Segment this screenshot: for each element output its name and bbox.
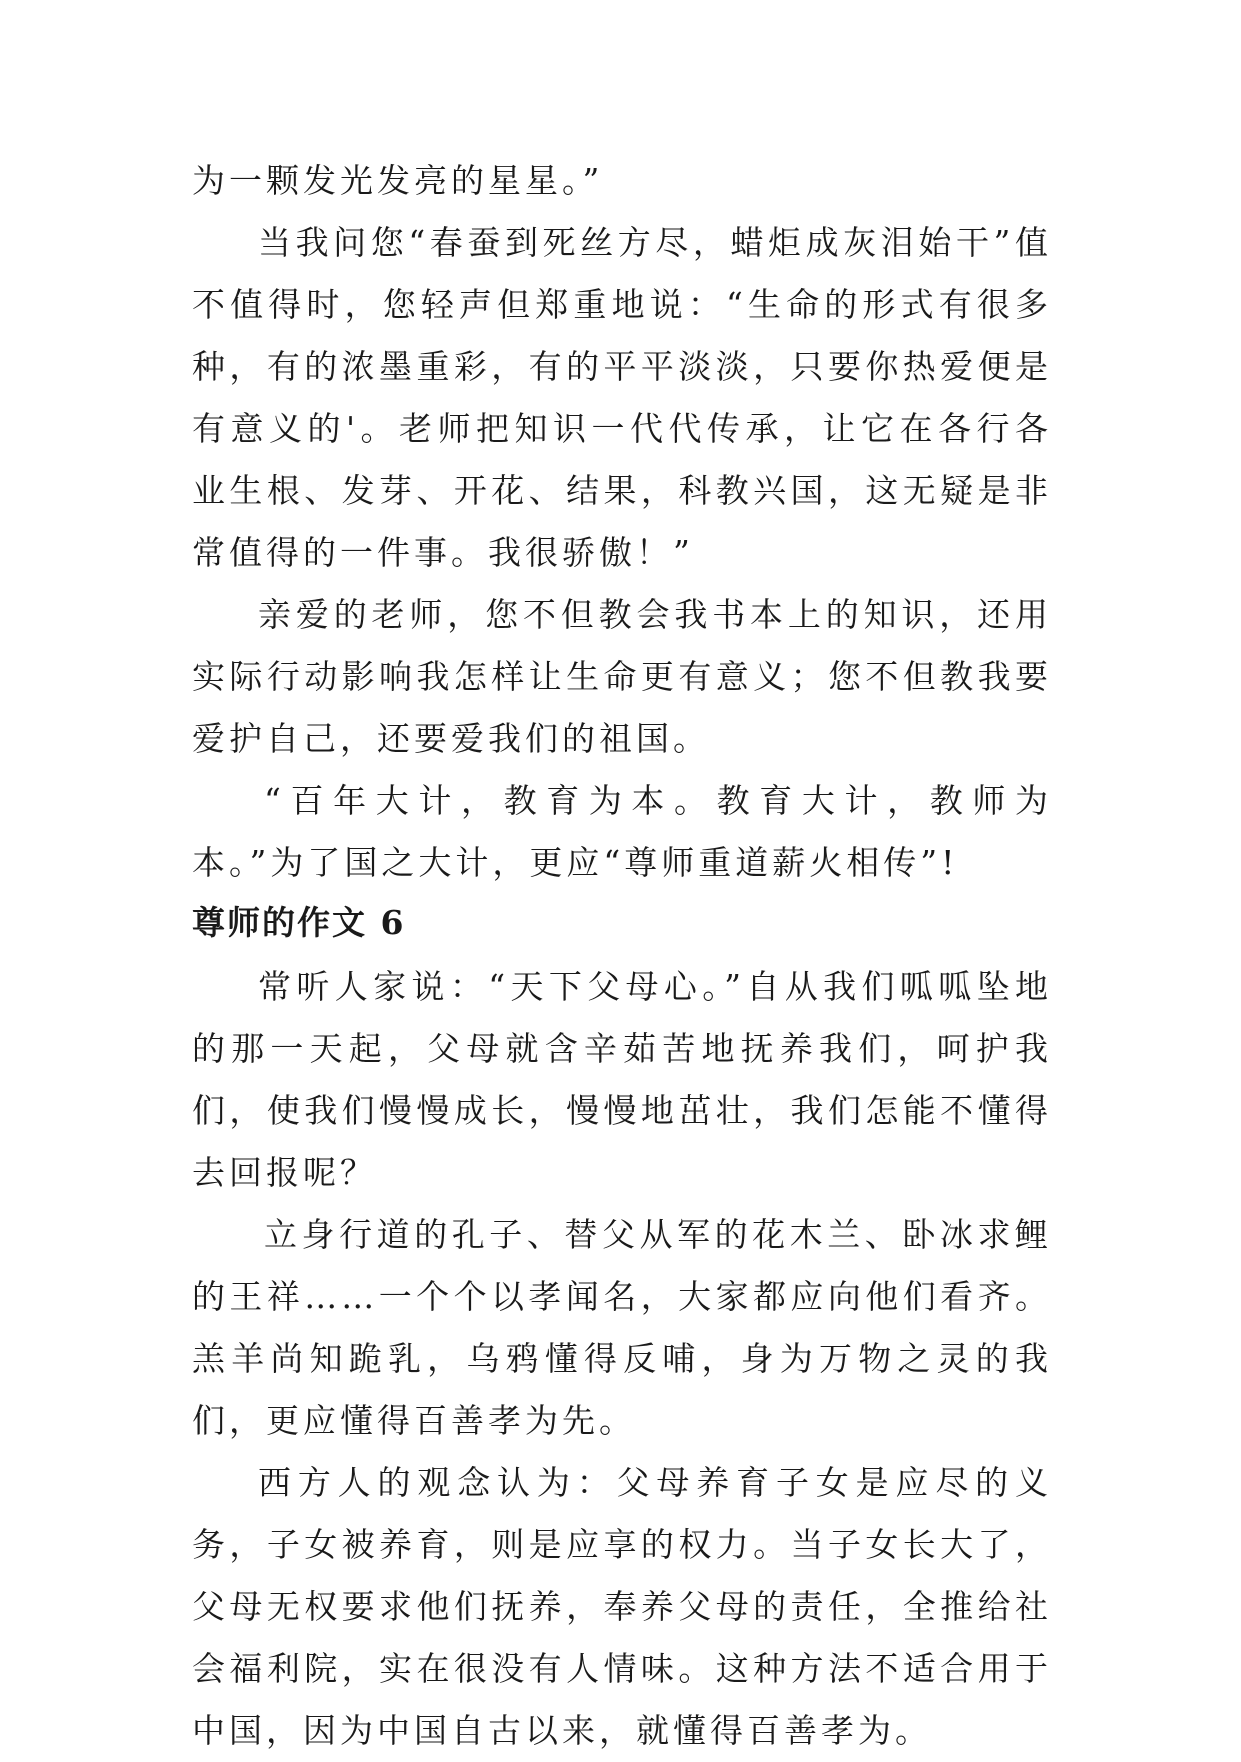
paragraph-education-plan: “百年大计，教育为本。教育大计，教师为本。”为了国之大计，更应“尊师重道薪火相传”! — [192, 781, 1052, 882]
paragraph-spring-silkworm: 当我问您“春蚕到死丝方尽，蜡炬成灰泪始干”值不值得时，您轻声但郑重地说：“生命的形式有很多种，有的浓墨重彩，有的平平淡淡，只要你热爱便是有意义的'。老师把知识一代代传承，让它在各行各业生根、发芽、开花、结果，科教兴国，这无疑是非常值得的一件事。我很骄傲！” — [192, 223, 1052, 572]
document-page — [192, 150, 1052, 1762]
section-heading: 尊师的作文 6 — [192, 903, 406, 942]
paragraph-filial-examples: 立身行道的孔子、替父从军的花木兰、卧冰求鲤的王祥……一个个以孝闻名，大家都应向他们看齐。羔羊尚知跪乳，乌鸦懂得反哺，身为万物之灵的我们，更应懂得百善孝为先。 — [192, 1215, 1052, 1440]
paragraph-continuation: 为一颗发光发亮的星星。” — [192, 161, 604, 200]
paragraph-dear-teacher: 亲爱的老师，您不但教会我书本上的知识，还用实际行动影响我怎样让生命更有意义；您不但教我要爱护自己，还要爱我们的祖国。 — [192, 595, 1052, 758]
paragraph-parents-heart: 常听人家说：“天下父母心。”自从我们呱呱坠地的那一天起，父母就含辛茹苦地抚养我们，呵护我们，使我们慢慢成长，慢慢地茁壮，我们怎能不懂得去回报呢？ — [192, 967, 1052, 1192]
paragraph-western-view: 西方人的观念认为：父母养育子女是应尽的义务，子女被养育，则是应享的权力。当子女长大了，父母无权要求他们抚养，奉养父母的责任，全推给社会福利院，实在很没有人情味。这种方法不适合用于中国，因为中国自古以来，就懂得百善孝为。 — [192, 1463, 1052, 1750]
